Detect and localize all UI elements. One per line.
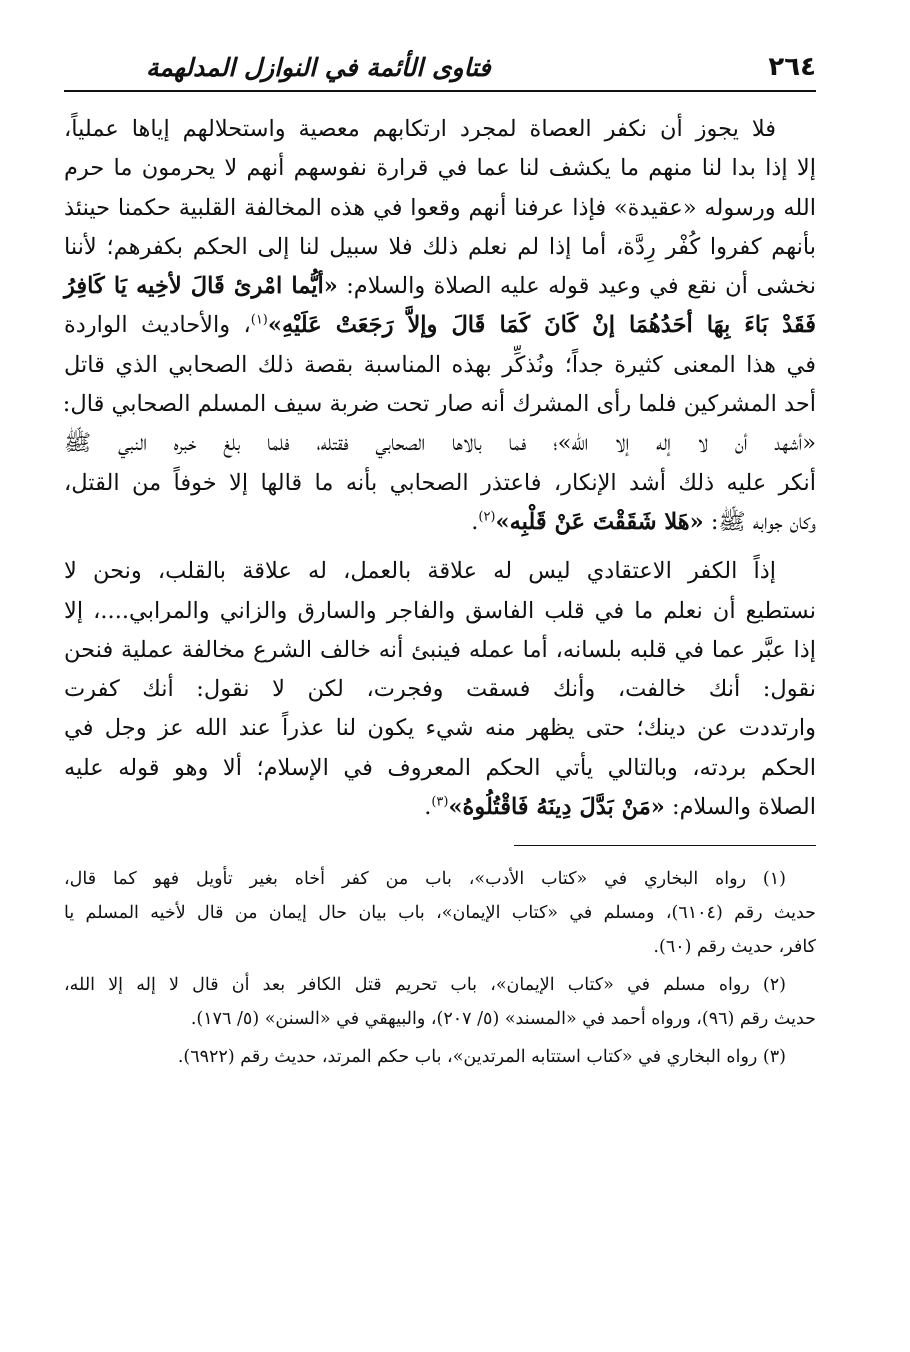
text-segment: . (471, 508, 479, 535)
footnote-ref[interactable]: (٢) (478, 509, 496, 525)
text-line (64, 503, 816, 542)
footnote-line: (٢) رواه مسلم في «كتاب الإيمان»، باب تحريم قتل الكافر بعد أن قال لا إله إلا الله، (64, 975, 786, 996)
text-line (64, 267, 816, 306)
text-line: نستطيع أن نعلم ما في قلب الفاسق والفاجر والسارق والزاني والمرابي....، إلا (64, 597, 816, 624)
footnote-line: حديث رقم (٦١٠٤)، ومسلم في «كتاب الإيمان»، باب بيان حال إيمان من قال لأخيه المسلم يا (64, 903, 816, 924)
text-line (64, 306, 816, 345)
running-title: فتاوى الأئمة في النوازل المدلهمة (146, 53, 491, 82)
text-segment: . (424, 794, 432, 821)
footnote-line: (٣) رواه البخاري في «كتاب استتابه المرتدين»، باب حكم المرتد، حديث رقم (٦٩٢٢). (177, 1047, 786, 1068)
page-number: ٢٦٤ (768, 52, 816, 82)
main-text (64, 110, 816, 827)
text-line: إذا عبَّر عما في قلبه بلسانه، أما عمله فينبئ أنه خالف الشرع مخالفة عملية فنحن (64, 636, 816, 663)
footnote-line: (١) رواه البخاري في «كتاب الأدب»، باب من كفر أخاه بغير تأويل فهو كما قال، (64, 869, 786, 890)
footnote-1 (64, 862, 816, 964)
hadith-quote: فَقَدْ بَاءَ بِهَا أحَدُهُمَا إنْ كَانَ كَمَا قَالَ وإلاَّ رَجَعَتْ عَلَيْهِ» (267, 312, 816, 339)
hadith-quote: «أيُّما امْرئ قَالَ لأخِيه يَا كَافِرُ (64, 273, 338, 300)
text-line: في هذا المعنى كثيرة جداً؛ ونُذكِّر بهذه المناسبة بقصة ذلك الصحابي الذي قاتل (64, 351, 816, 378)
footnote-line: حديث رقم (٩٦)، ورواه أحمد في «المسند» (٥/ ٢٠٧)، والبيهقي في «السنن» (٥/ ١٧٦). (190, 1009, 816, 1030)
text-line: فلا يجوز أن نكفر العصاة لمجرد ارتكابهم معصية واستحلالهم إياها عملياً، (64, 116, 776, 142)
footnote-3 (64, 1040, 816, 1074)
text-line: إلا إذا بدا لنا منهم ما يكشف لنا عما في قرارة نفوسهم أنهم لا يحرمون ما حرم (64, 155, 816, 182)
text-line: بأنهم كفروا كُفْر رِدَّة، أما إذا لم نعلم ذلك فلا سبيل لنا إلى الحكم بكفرهم؛ لأننا (64, 233, 816, 260)
paragraph-2 (64, 552, 816, 827)
book-page (64, 34, 816, 1078)
text-line: وارتددت عن دينك؛ حتى يظهر منه شيء يكون لنا عذراً عند الله عز وجل في (64, 715, 816, 742)
footnotes (64, 862, 816, 1074)
text-segment: نخشى أن نقع في وعيد قوله عليه الصلاة والسلام: (337, 273, 816, 300)
text-line: الحكم بردته، وبالتالي يأتي الحكم المعروف في الإسلام؛ ألا وهو قوله عليه (64, 754, 816, 781)
hadith-quote: «مَنْ بَدَّلَ دِينَهُ فَاقْتُلُوهُ» (448, 794, 665, 821)
text-line: إذاً الكفر الاعتقادي ليس له علاقة بالعمل، له علاقة بالقلب، ونحن لا (64, 558, 776, 585)
page-header (64, 34, 816, 92)
footnote-ref[interactable]: (١) (250, 312, 268, 328)
text-line: أنكر عليه ذلك أشد الإنكار، فاعتذر الصحابي بأنه ما قالها إلا خوفاً من القتل، (64, 469, 816, 496)
footnote-2 (64, 968, 816, 1036)
footnote-line: كافر، حديث رقم (٦٠). (653, 937, 816, 958)
paragraph-1 (64, 110, 816, 542)
text-line: «أشهد أن لا إله إلا الله»؛ فما بالاها الصحابي فقتله، فلما بلغ خبره النبي ﷺ (64, 430, 816, 457)
text-segment: ، والأحاديث الواردة (64, 312, 251, 339)
text-line (64, 788, 816, 827)
text-line: أحد المشركين فلما رأى المشرك أنه صار تحت ضربة سيف المسلم الصحابي قال: (62, 391, 816, 418)
footnote-ref[interactable]: (٣) (431, 794, 449, 810)
text-segment: الصلاة والسلام: (664, 794, 816, 821)
hadith-quote: «هَلا شَقَقْتَ عَنْ قَلْبِه» (495, 508, 704, 535)
text-segment: وكان جوابه ﷺ: (703, 508, 816, 535)
text-line: نقول: أنك خالفت، وأنك فسقت وفجرت، لكن لا نقول: أنك كفرت (64, 676, 816, 703)
text-line: الله ورسوله «عقيدة» فإذا عرفنا أنهم وقعوا في هذه المخالفة القلبية حكمنا حينئذ (64, 194, 816, 221)
footnote-separator (514, 845, 816, 846)
